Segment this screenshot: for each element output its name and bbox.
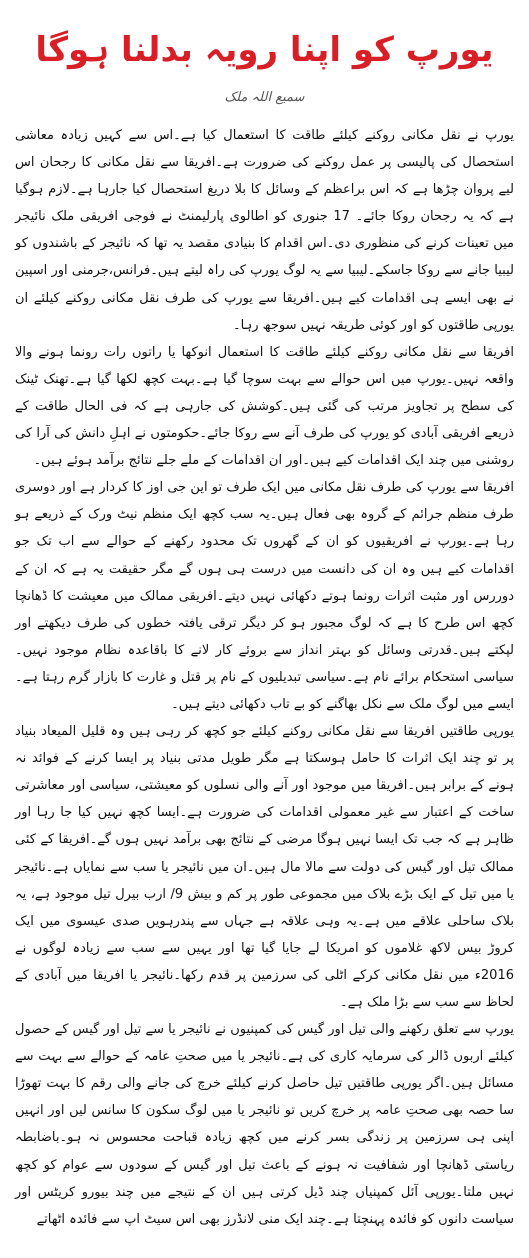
- article-paragraph: یورپ نے نقل مکانی روکنے کیلئے طاقت کا استعمال کیا ہے۔اس سے کہیں زیادہ معاشی استحصال کی پالیسی پر عمل روکنے کی ضرورت ہے۔افریقا سے نقل مکانی کا رجحان اس لیے پروان چڑھا ہے کہ اس براعظم کے وسائل کا بلا دریغ استحصال کیا جارہا ہے۔لازم ہوگیا ہے کہ یہ رجحان روکا جائے۔ 17 جنوری کو اطالوی پارلیمنٹ نے فوجی افریقی ملک نائیجر میں تعینات کرنے کی منظوری دی۔اس اقدام کا بنیادی مقصد یہ تھا کہ نائیجر کے باشندوں کو لیبیا جانے سے روکا جاسکے۔لیبیا سے یہ لوگ یورپ کی راہ لیتے ہیں۔فرانس،جرمنی اور اسپین نے بھی ایسے ہی اقدامات کیے ہیں۔افریقا سے یورپ کی طرف نقل مکانی روکنے کیلئے ان یورپی طاقتوں کو اور کوئی طریقہ نہیں سوجھ رہا۔: [15, 128, 514, 333]
- article-paragraph: یورپی طاقتیں افریقا سے نقل مکانی روکنے کیلئے جو کچھ کر رہی ہیں وہ قلیل المیعاد بنیاد پر تو چند ایک اثرات کا حامل ہوسکتا ہے مگر طویل مدتی بنیاد پر ایسا کرنے کے فوائد نہ ہونے کے برابر ہیں۔افریقا میں موجود اور آنے والی نسلوں کو معیشتی، سیاسی اور معاشرتی ساخت کے اعتبار سے غیر معمولی اقدامات کی ضرورت ہے۔ایسا کچھ نہیں کیا جا رہا اور ظاہر ہے کہ جب تک ایسا نہیں ہوگا مرضی کے نتائج بھی برآمد نہیں ہوں گے۔افریقا کے کئی ممالک تیل اور گیس کی دولت سے مالا مال ہیں۔ان میں نائیجر یا سب سے نمایاں ہے۔نائیجر یا میں تیل کے ایک بڑے بلاک میں مجموعی طور پر کم و بیش 9/ ارب بیرل تیل موجود ہے، یہ بلاک ساحلی علاقے میں ہے۔یہ وہی علاقہ ہے جہاں سے پندرہویں صدی عیسوی میں ایک کروڑ بیس لاکھ غلاموں کو امریکا لے جایا گیا تھا اور یہیں سے سب سے زیادہ لوگوں نے 2016ء میں نقل مکانی کرکے اٹلی کی سرزمین پر قدم رکھا۔نائیجر یا افریقا میں آبادی کے لحاظ سے سب سے بڑا ملک ہے۔: [15, 724, 515, 1010]
- article-paragraph: یورپ سے تعلق رکھنے والی تیل اور گیس کی کمپنیوں نے نائیجر یا سے تیل اور گیس کے حصول کیلئے اربوں ڈالر کی سرمایہ کاری کی ہے۔نائیجر یا میں صحتِ عامہ کے حوالے سے بہت سے مسائل ہیں۔اگر یورپی طاقتیں تیل حاصل کرنے کیلئے خرچ کی جانے والی رقم کا بہت تھوڑا سا حصہ بھی صحتِ عامہ پر خرچ کریں تو نائیجر یا میں لوگ سکون کا سانس لیں اور انہیں اپنی ہی سرزمین پر زندگی بسر کرنے میں کچھ زیادہ قباحت محسوس نہ ہو۔باضابطہ ریاستی ڈھانچا اور شفافیت نہ ہونے کے باعث تیل اور گیس کے سودوں سے عوام کو کچھ نہیں ملتا۔یورپی آئل کمپنیاں چند ڈیل کرتی ہیں ان کے نتیجے میں چند بیورو کریٹس اور سیاست دانوں کو فائدہ پہنچتا ہے۔چند ایک منی لانڈرز بھی اس سیٹ اپ سے فائدہ اٹھاتے: [15, 1022, 514, 1227]
- article-body: [15, 122, 514, 1233]
- author-byline: سمیع اللہ ملک: [224, 90, 305, 105]
- article-paragraph: افریقا سے یورپ کی طرف نقل مکانی میں ایک طرف تو این جی اوز کا کردار ہے اور دوسری طرف منظم جرائم کے گروہ بھی فعال ہیں۔یہ سب کچھ ایک منظم نیٹ ورک کے ذریعے ہو رہا ہے۔یورپ نے افریقیوں کو ان کے گھروں تک محدود رکھنے کے حوالے سے اب تک جو اقدامات کیے ہیں وہ ان کی دانست میں درست ہی ہوں گے مگر حقیقت یہ ہے کہ ان کے دوررس اور مثبت اثرات رونما ہوتے دکھائی نہیں دیتے۔افریقی ممالک میں معیشت کا ڈھانچا کچھ اس طرح کا ہے کہ لوگ مجبور ہو کر دیگر ترقی یافتہ خطوں کی طرف دیکھتے اور لپکتے ہیں۔قدرتی وسائل کو بہتر انداز سے بروئے کار لانے کا باقاعدہ نظام موجود نہیں۔سیاسی استحکام برائے نام ہے۔سیاسی تبدیلیوں کے نام پر قتل و غارت کا بازار گرم رہتا ہے۔ایسے میں لوگ ملک سے نکل بھاگنے کو بے تاب دکھائی دیتے ہیں۔: [15, 480, 514, 712]
- article-paragraph: افریقا سے نقل مکانی روکنے کیلئے طاقت کا استعمال انوکھا یا راتوں رات رونما ہونے والا واقعہ نہیں۔یورپ میں اس حوالے سے بہت سوچا گیا ہے۔بہت کچھ لکھا گیا ہے۔تھنک ٹینک کی سطح پر تجاویز مرتب کی گئی ہیں۔کوشش کی جارہی ہے کہ فی الحال طاقت کے ذریعے افریقی آبادی کو یورپ کی طرف آنے سے روکا جائے۔حکومتوں نے اہلِ دانش کی آرا کی روشنی میں چند ایک اقدامات کیے ہیں۔اور ان اقدامات کے ملے جلے نتائج برآمد ہوئے ہیں۔: [15, 344, 514, 469]
- article-title: یورپ کو اپنا رویہ بدلنا ہوگا: [35, 30, 494, 70]
